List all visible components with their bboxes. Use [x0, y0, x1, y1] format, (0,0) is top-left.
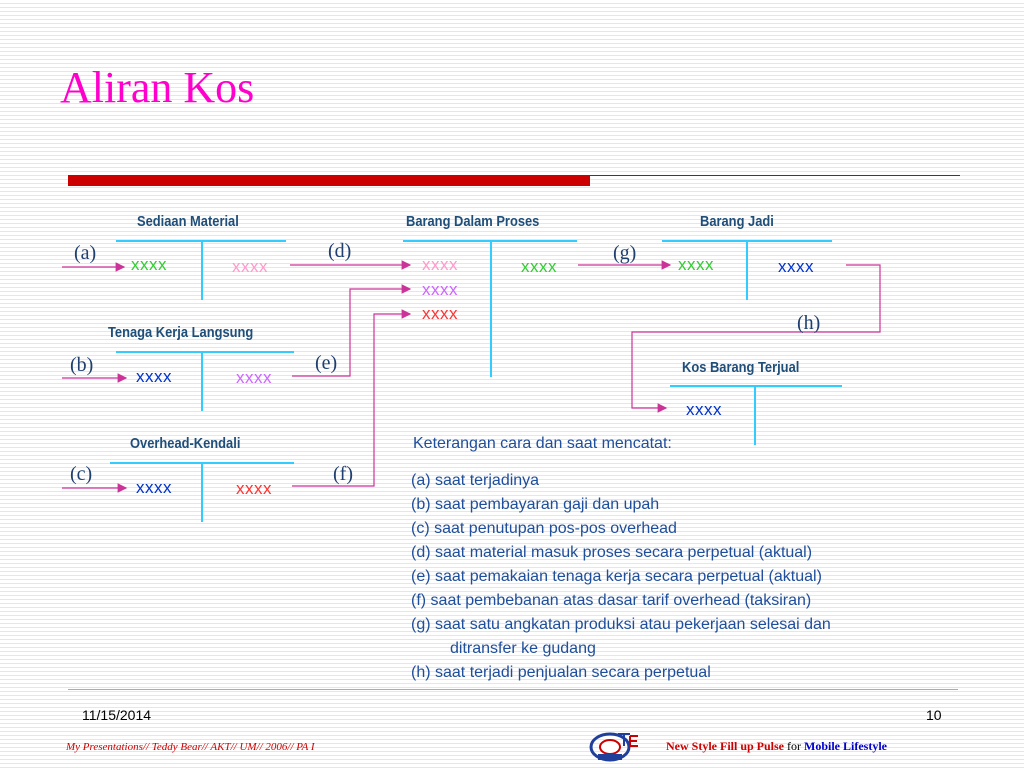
t-account-divider-kbt — [754, 385, 756, 445]
note-item-a: (a) saat terjadinya — [411, 472, 540, 489]
account-title-kos-barang-terjual: Kos Barang Terjual — [682, 359, 800, 376]
overhead-credit-entry: xxxx — [236, 479, 272, 498]
tagline-part-1: New Style Fill up Pulse — [666, 739, 785, 753]
kbt-debit-entry: xxxx — [686, 400, 722, 419]
t-account-divider-bdp — [490, 240, 492, 377]
barang-jadi-debit-entry: xxxx — [678, 255, 714, 274]
bdp-debit-entry-3: xxxx — [422, 304, 458, 323]
bdp-credit-entry: xxxx — [521, 257, 557, 276]
bdp-debit-entry-2: xxxx — [422, 280, 458, 299]
account-title-sediaan-material: Sediaan Material — [137, 213, 239, 230]
tagline-part-2: for — [784, 739, 805, 753]
note-item-g-continued: ditransfer ke gudang — [450, 640, 596, 657]
note-item-h: (h) saat terjadi penjualan secara perpetual — [411, 664, 711, 681]
overhead-debit-entry: xxxx — [136, 478, 172, 497]
slide-number: 10 — [926, 707, 942, 723]
note-item-f: (f) saat pembebanan atas dasar tarif overhead (taksiran) — [411, 592, 812, 609]
flow-label-d: (d) — [328, 240, 352, 262]
account-title-barang-dalam-proses: Barang Dalam Proses — [406, 213, 540, 230]
arrow-f — [292, 314, 410, 486]
flow-label-c: (c) — [70, 463, 93, 485]
note-item-c: (c) saat penutupan pos-pos overhead — [411, 520, 677, 537]
sediaan-credit-entry: xxxx — [232, 257, 268, 276]
t-account-divider-tenaga-kerja — [201, 351, 203, 411]
t-account-divider-sediaan-material — [201, 240, 203, 300]
account-title-barang-jadi: Barang Jadi — [700, 213, 774, 230]
tenaga-kerja-credit-entry: xxxx — [236, 368, 272, 387]
account-title-overhead: Overhead-Kendali — [130, 435, 241, 452]
t-account-top-tenaga-kerja — [116, 351, 294, 353]
account-title-tenaga-kerja: Tenaga Kerja Langsung — [108, 324, 254, 341]
notes-heading: Keterangan cara dan saat mencatat: — [413, 435, 672, 452]
footer-divider — [68, 689, 958, 690]
flow-label-b: (b) — [70, 354, 94, 376]
barang-jadi-credit-entry: xxxx — [778, 257, 814, 276]
t-account-divider-barang-jadi — [746, 240, 748, 300]
slide-title: Aliran Kos — [60, 63, 255, 112]
t-account-divider-overhead — [201, 462, 203, 522]
sediaan-debit-entry: xxxx — [131, 255, 167, 274]
bdp-debit-entry-1: xxxx — [422, 255, 458, 274]
t-account-top-kbt — [670, 385, 842, 387]
note-item-e: (e) saat pemakaian tenaga kerja secara perpetual (aktual) — [411, 568, 822, 585]
tenaga-kerja-debit-entry: xxxx — [136, 367, 172, 386]
flow-label-f: (f) — [333, 463, 353, 485]
flow-label-a: (a) — [74, 242, 97, 264]
flow-label-g: (g) — [613, 242, 637, 264]
footer-tagline — [666, 739, 887, 754]
note-item-g: (g) saat satu angkatan produksi atau pekerjaan selesai dan — [411, 616, 831, 633]
arrow-e — [292, 289, 410, 376]
footer-date: 11/15/2014 — [82, 707, 152, 723]
footer-credit: My Presentations// Teddy Bear// AKT// UM// 2006// PA I — [66, 741, 315, 753]
note-item-d: (d) saat material masuk proses secara perpetual (aktual) — [411, 544, 813, 561]
tagline-part-3: Mobile Lifestyle — [804, 739, 887, 753]
flow-label-h: (h) — [797, 312, 821, 334]
note-item-b: (b) saat pembayaran gaji dan upah — [411, 496, 660, 513]
flow-label-e: (e) — [315, 352, 338, 374]
brand-logo-icon — [588, 728, 646, 764]
